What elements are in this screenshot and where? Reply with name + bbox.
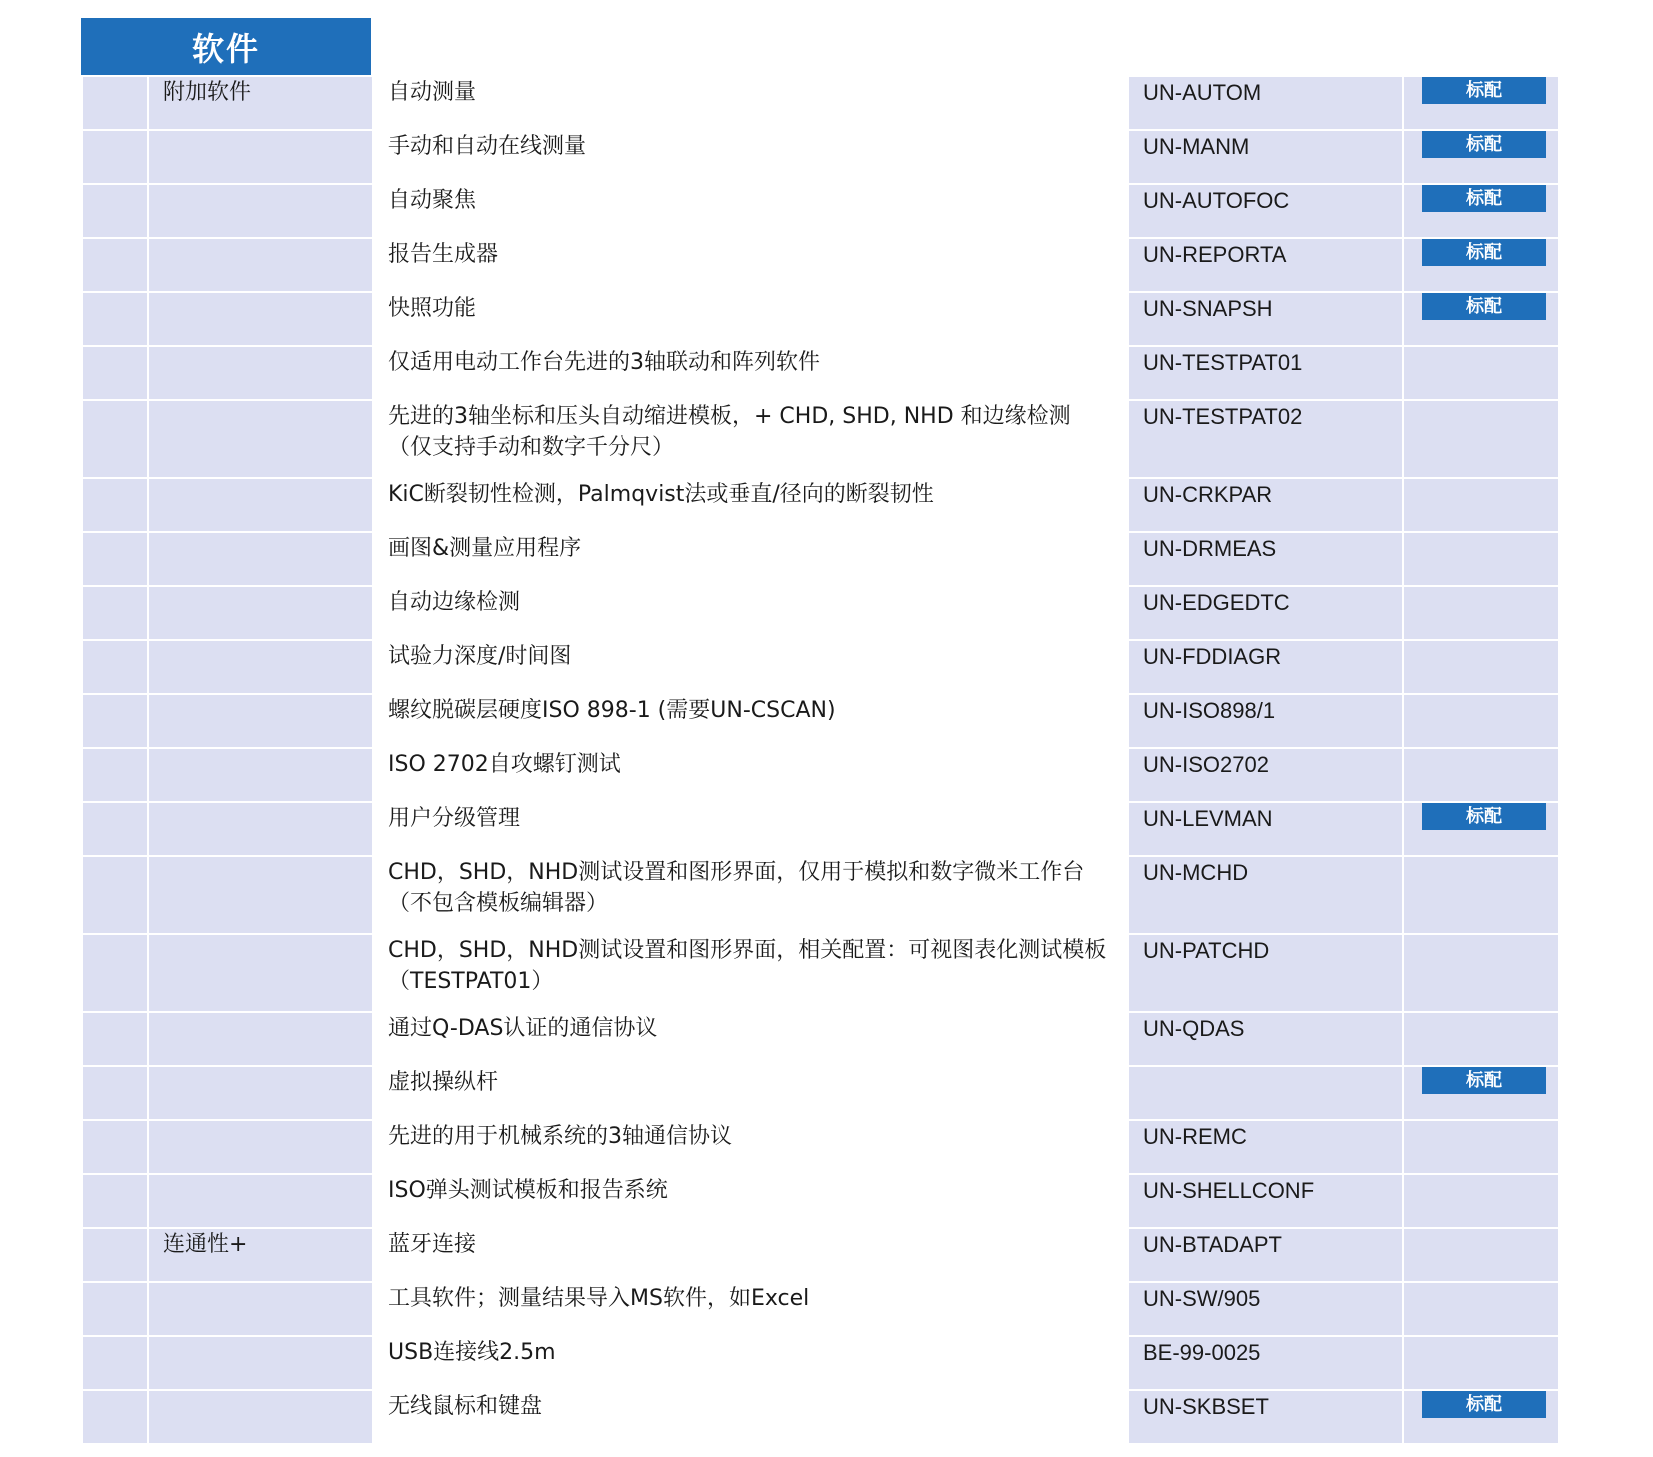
- standard-cell: [1403, 748, 1559, 802]
- description-cell: 通过Q-DAS认证的通信协议: [373, 1012, 1128, 1066]
- category-cell: [148, 238, 373, 292]
- description-cell: 画图&测量应用程序: [373, 532, 1128, 586]
- category-cell: 连通性+: [148, 1228, 373, 1282]
- standard-cell: [1403, 1012, 1559, 1066]
- part-code-cell: UN-BTADAPT: [1128, 1228, 1403, 1282]
- description-cell: CHD，SHD，NHD测试设置和图形界面，相关配置：可视图表化测试模板（TESTPAT01）: [373, 934, 1128, 1012]
- table-row: [82, 1390, 1559, 1444]
- description-cell: 仅适用电动工作台先进的3轴联动和阵列软件: [373, 346, 1128, 400]
- category-cell: [148, 292, 373, 346]
- category-cell: [148, 1390, 373, 1444]
- standard-cell: [1403, 478, 1559, 532]
- standard-cell: [1403, 934, 1559, 1012]
- description-cell: 自动边缘检测: [373, 586, 1128, 640]
- standard-badge: 标配: [1422, 239, 1546, 266]
- category-cell: 附加软件: [148, 76, 373, 130]
- table-row: [82, 400, 1559, 478]
- part-code-cell: UN-AUTOM: [1128, 76, 1403, 130]
- standard-cell: [1403, 1228, 1559, 1282]
- description-cell: 螺纹脱碳层硬度ISO 898-1 (需要UN-CSCAN): [373, 694, 1128, 748]
- table-row: [82, 802, 1559, 856]
- part-code-cell: UN-AUTOFOC: [1128, 184, 1403, 238]
- table-row: [82, 346, 1559, 400]
- row-indent-cell: [82, 1390, 148, 1444]
- row-indent-cell: [82, 130, 148, 184]
- description-cell: KiC断裂韧性检测，Palmqvist法或垂直/径向的断裂韧性: [373, 478, 1128, 532]
- table-row: [82, 748, 1559, 802]
- part-code-cell: UN-SKBSET: [1128, 1390, 1403, 1444]
- row-indent-cell: [82, 292, 148, 346]
- category-cell: [148, 184, 373, 238]
- table-row: [82, 478, 1559, 532]
- part-code-cell: UN-SW/905: [1128, 1282, 1403, 1336]
- table-row: [82, 856, 1559, 934]
- part-code-cell: UN-FDDIAGR: [1128, 640, 1403, 694]
- description-cell: 用户分级管理: [373, 802, 1128, 856]
- table-row: [82, 1228, 1559, 1282]
- row-indent-cell: [82, 238, 148, 292]
- row-indent-cell: [82, 532, 148, 586]
- table-row: [82, 1336, 1559, 1390]
- description-cell: 虚拟操纵杆: [373, 1066, 1128, 1120]
- section-header: 软件: [81, 18, 371, 75]
- row-indent-cell: [82, 400, 148, 478]
- row-indent-cell: [82, 856, 148, 934]
- software-table-body: [82, 76, 1559, 1444]
- description-cell: 先进的用于机械系统的3轴通信协议: [373, 1120, 1128, 1174]
- standard-cell: [1403, 694, 1559, 748]
- standard-cell: [1403, 292, 1559, 346]
- standard-cell: [1403, 1282, 1559, 1336]
- row-indent-cell: [82, 1282, 148, 1336]
- category-cell: [148, 1336, 373, 1390]
- standard-cell: [1403, 184, 1559, 238]
- description-cell: ISO弹头测试模板和报告系统: [373, 1174, 1128, 1228]
- standard-badge: 标配: [1422, 803, 1546, 830]
- description-cell: 自动测量: [373, 76, 1128, 130]
- standard-cell: [1403, 1066, 1559, 1120]
- category-cell: [148, 478, 373, 532]
- description-cell: USB连接线2.5m: [373, 1336, 1128, 1390]
- standard-badge: 标配: [1422, 131, 1546, 158]
- standard-badge: 标配: [1422, 1067, 1546, 1094]
- part-code-cell: UN-REMC: [1128, 1120, 1403, 1174]
- standard-cell: [1403, 1336, 1559, 1390]
- category-cell: [148, 640, 373, 694]
- row-indent-cell: [82, 748, 148, 802]
- table-row: [82, 238, 1559, 292]
- category-cell: [148, 934, 373, 1012]
- standard-cell: [1403, 532, 1559, 586]
- description-cell: 无线鼠标和键盘: [373, 1390, 1128, 1444]
- part-code-cell: UN-REPORTA: [1128, 238, 1403, 292]
- part-code-cell: UN-ISO2702: [1128, 748, 1403, 802]
- standard-cell: [1403, 76, 1559, 130]
- part-code-cell: UN-QDAS: [1128, 1012, 1403, 1066]
- row-indent-cell: [82, 1174, 148, 1228]
- category-cell: [148, 748, 373, 802]
- part-code-cell: UN-TESTPAT01: [1128, 346, 1403, 400]
- part-code-cell: UN-LEVMAN: [1128, 802, 1403, 856]
- description-cell: 自动聚焦: [373, 184, 1128, 238]
- row-indent-cell: [82, 184, 148, 238]
- software-table: [81, 75, 1560, 1445]
- category-cell: [148, 694, 373, 748]
- row-indent-cell: [82, 478, 148, 532]
- standard-badge: 标配: [1422, 1391, 1546, 1418]
- part-code-cell: UN-TESTPAT02: [1128, 400, 1403, 478]
- part-code-cell: BE-99-0025: [1128, 1336, 1403, 1390]
- row-indent-cell: [82, 640, 148, 694]
- category-cell: [148, 346, 373, 400]
- standard-cell: [1403, 1174, 1559, 1228]
- category-cell: [148, 130, 373, 184]
- standard-cell: [1403, 856, 1559, 934]
- standard-cell: [1403, 586, 1559, 640]
- table-row: [82, 532, 1559, 586]
- description-cell: 快照功能: [373, 292, 1128, 346]
- part-code-cell: UN-ISO898/1: [1128, 694, 1403, 748]
- standard-badge: 标配: [1422, 185, 1546, 212]
- table-row: [82, 1282, 1559, 1336]
- row-indent-cell: [82, 586, 148, 640]
- category-cell: [148, 802, 373, 856]
- category-cell: [148, 1282, 373, 1336]
- category-cell: [148, 400, 373, 478]
- category-cell: [148, 586, 373, 640]
- row-indent-cell: [82, 694, 148, 748]
- table-row: [82, 130, 1559, 184]
- description-cell: 先进的3轴坐标和压头自动缩进模板，+ CHD, SHD, NHD 和边缘检测（仅支持手动和数字千分尺）: [373, 400, 1128, 478]
- part-code-cell: UN-CRKPAR: [1128, 478, 1403, 532]
- category-cell: [148, 1066, 373, 1120]
- row-indent-cell: [82, 1066, 148, 1120]
- category-cell: [148, 1120, 373, 1174]
- category-cell: [148, 856, 373, 934]
- standard-cell: [1403, 1390, 1559, 1444]
- table-row: [82, 1174, 1559, 1228]
- standard-badge: 标配: [1422, 77, 1546, 104]
- table-row: [82, 184, 1559, 238]
- row-indent-cell: [82, 76, 148, 130]
- standard-badge: 标配: [1422, 293, 1546, 320]
- description-cell: 试验力深度/时间图: [373, 640, 1128, 694]
- part-code-cell: UN-PATCHD: [1128, 934, 1403, 1012]
- table-row: [82, 1066, 1559, 1120]
- table-row: [82, 76, 1559, 130]
- row-indent-cell: [82, 1120, 148, 1174]
- row-indent-cell: [82, 346, 148, 400]
- table-row: [82, 1012, 1559, 1066]
- description-cell: 工具软件；测量结果导入MS软件，如Excel: [373, 1282, 1128, 1336]
- part-code-cell: [1128, 1066, 1403, 1120]
- row-indent-cell: [82, 1336, 148, 1390]
- standard-cell: [1403, 802, 1559, 856]
- category-cell: [148, 532, 373, 586]
- part-code-cell: UN-SHELLCONF: [1128, 1174, 1403, 1228]
- description-cell: 手动和自动在线测量: [373, 130, 1128, 184]
- description-cell: 蓝牙连接: [373, 1228, 1128, 1282]
- table-row: [82, 640, 1559, 694]
- part-code-cell: UN-MCHD: [1128, 856, 1403, 934]
- description-cell: CHD，SHD，NHD测试设置和图形界面，仅用于模拟和数字微米工作台（不包含模板编辑器）: [373, 856, 1128, 934]
- table-row: [82, 586, 1559, 640]
- standard-cell: [1403, 238, 1559, 292]
- category-cell: [148, 1012, 373, 1066]
- part-code-cell: UN-DRMEAS: [1128, 532, 1403, 586]
- row-indent-cell: [82, 1228, 148, 1282]
- table-row: [82, 1120, 1559, 1174]
- part-code-cell: UN-MANM: [1128, 130, 1403, 184]
- standard-cell: [1403, 640, 1559, 694]
- standard-cell: [1403, 346, 1559, 400]
- description-cell: 报告生成器: [373, 238, 1128, 292]
- row-indent-cell: [82, 802, 148, 856]
- standard-cell: [1403, 400, 1559, 478]
- description-cell: ISO 2702自攻螺钉测试: [373, 748, 1128, 802]
- row-indent-cell: [82, 934, 148, 1012]
- standard-cell: [1403, 130, 1559, 184]
- standard-cell: [1403, 1120, 1559, 1174]
- row-indent-cell: [82, 1012, 148, 1066]
- table-row: [82, 694, 1559, 748]
- table-row: [82, 292, 1559, 346]
- category-cell: [148, 1174, 373, 1228]
- part-code-cell: UN-EDGEDTC: [1128, 586, 1403, 640]
- part-code-cell: UN-SNAPSH: [1128, 292, 1403, 346]
- table-row: [82, 934, 1559, 1012]
